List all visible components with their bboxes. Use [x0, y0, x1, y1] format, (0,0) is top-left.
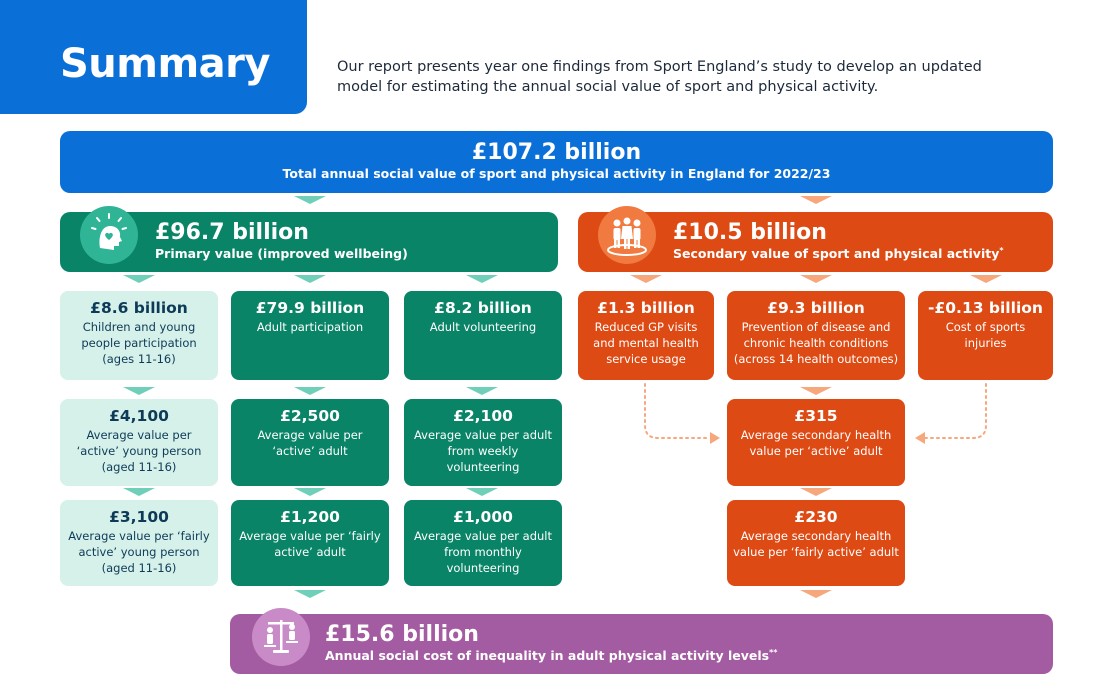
disease-prevention-box [727, 291, 905, 380]
monthly-volunteering-value-box [404, 500, 562, 586]
arrow-total-to-primary [294, 196, 326, 204]
arrow-total-to-secondary [800, 196, 832, 204]
young-participation-box [60, 291, 218, 380]
arrow-secondary-col1 [630, 275, 662, 283]
arrow-col2-row3 [294, 488, 326, 496]
box-value: £79.9 billion [255, 299, 365, 317]
arrow-col1-row3 [123, 488, 155, 496]
box-label: Prevention of disease and chronic health conditions (across 14 health outcomes) [733, 320, 899, 366]
arrow-secondary-col2 [800, 275, 832, 283]
secondary-label: Secondary value of sport and physical activity [673, 246, 1000, 261]
box-value: £8.2 billion [434, 299, 532, 317]
inequality-label: Annual social cost of inequality in adult physical activity levels [325, 648, 770, 663]
secondary-label-wrap [673, 246, 1004, 262]
total-value-banner [60, 131, 1053, 193]
box-label: Adult volunteering [429, 320, 537, 334]
page-title: Summary [60, 41, 270, 87]
box-label: Average value per ‘fairly active’ adult [239, 529, 381, 559]
fairly-active-adult-value-box [231, 500, 389, 586]
box-value: £2,500 [280, 407, 340, 425]
arrow-to-inequality [294, 590, 326, 598]
arrow-primary-col1 [123, 275, 155, 283]
primary-label: Primary value (improved wellbeing) [155, 246, 408, 261]
box-label: Average secondary health value per ‘fairly active’ adult [733, 529, 899, 559]
active-adult-value-box [231, 399, 389, 486]
fairly-active-young-value-box [60, 500, 218, 586]
box-label: Average value per adult from monthly volunteering [413, 529, 553, 575]
inequality-label-wrap [325, 648, 778, 664]
sports-injuries-box [918, 291, 1053, 380]
adult-volunteering-box [404, 291, 562, 380]
arrow-col2-row2 [294, 387, 326, 395]
box-label: Children and young people participation (ages 11-16) [81, 320, 197, 366]
secondary-fairly-active-value-box [727, 500, 905, 586]
intro-text: Our report presents year one findings from Sport England’s study to develop an updated model for estimating the annual social value of sport and physical activity. [337, 59, 982, 95]
box-label: Average secondary health value per ‘active’ adult [740, 428, 892, 458]
box-value: -£0.13 billion [928, 299, 1043, 317]
box-label: Cost of sports injuries [945, 320, 1026, 350]
primary-value: £96.7 billion [155, 220, 309, 245]
box-value: £8.6 billion [90, 299, 188, 317]
title-tab [0, 0, 307, 114]
scales-people-icon [252, 608, 310, 666]
box-value: £4,100 [109, 407, 169, 425]
gp-visits-box [578, 291, 714, 380]
wellbeing-head-icon [80, 206, 138, 264]
arrow-col3-row3 [466, 488, 498, 496]
box-value: £1,000 [453, 508, 513, 526]
box-label: Average value per ‘fairly active’ young person (aged 11-16) [68, 529, 210, 575]
inequality-cost-banner [230, 614, 1053, 674]
box-label: Average value per ‘active’ young person (aged 11-16) [76, 428, 202, 474]
group-people-icon [598, 206, 656, 264]
secondary-value-banner [578, 212, 1053, 272]
total-label: Total annual social value of sport and physical activity in England for 2022/23 [282, 166, 831, 181]
secondary-value: £10.5 billion [673, 220, 827, 245]
arrow-secondary-to-inequality [800, 590, 832, 598]
box-value: £1,200 [280, 508, 340, 526]
box-label: Average value per ‘active’ adult [257, 428, 363, 458]
arrow-col3-row2 [466, 387, 498, 395]
total-value: £107.2 billion [471, 140, 642, 165]
arrow-secondary-to-mid [800, 387, 832, 395]
arrow-secondary-col3 [970, 275, 1002, 283]
primary-value-banner [60, 212, 558, 272]
arrow-secondary-to-bot [800, 488, 832, 496]
arrow-primary-col2 [294, 275, 326, 283]
box-value: £3,100 [109, 508, 169, 526]
box-label: Average value per adult from weekly volunteering [413, 428, 553, 474]
arrow-primary-col3 [466, 275, 498, 283]
secondary-footnote-mark: * [999, 245, 1004, 255]
inequality-footnote-mark: ** [769, 647, 778, 657]
adult-participation-box [231, 291, 389, 380]
box-value: £230 [794, 508, 838, 526]
inequality-value: £15.6 billion [325, 622, 479, 647]
box-value: £2,100 [453, 407, 513, 425]
box-label: Adult participation [256, 320, 364, 334]
arrow-col1-row2 [123, 387, 155, 395]
box-label: Reduced GP visits and mental health service usage [593, 320, 699, 366]
weekly-volunteering-value-box [404, 399, 562, 486]
secondary-active-value-box [727, 399, 905, 486]
active-young-value-box [60, 399, 218, 486]
box-value: £9.3 billion [767, 299, 865, 317]
box-value: £315 [794, 407, 838, 425]
box-value: £1.3 billion [597, 299, 695, 317]
